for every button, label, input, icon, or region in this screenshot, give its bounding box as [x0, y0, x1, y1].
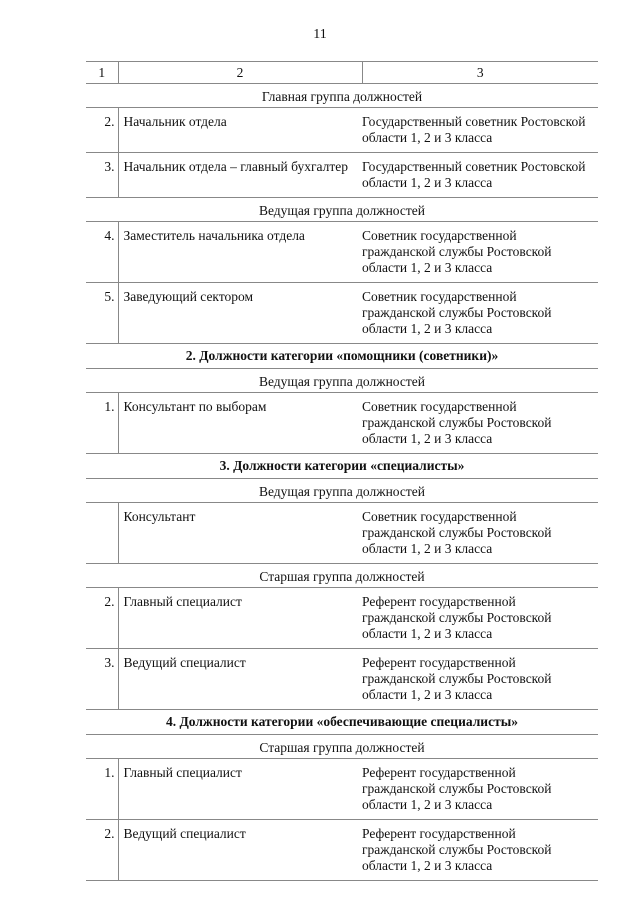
class-rank: Государственный советник Ростовской области 1, 2 и 3 класса	[362, 108, 598, 153]
group-heading-row	[86, 84, 598, 108]
group-heading: Ведущая группа должностей	[258, 483, 425, 499]
column-header-1: 1	[86, 62, 118, 84]
position-title: Начальник отдела	[118, 108, 362, 153]
row-number: 2.	[86, 588, 118, 649]
category-heading-row	[86, 710, 598, 735]
page-number: 11	[313, 27, 327, 42]
group-heading-row	[86, 564, 598, 588]
table-row	[86, 503, 598, 564]
row-number: 3.	[86, 153, 118, 198]
class-rank: Советник государственной гражданской службы Ростовской области 1, 2 и 3 класса	[362, 283, 598, 344]
table-row	[86, 222, 598, 283]
group-heading: Старшая группа должностей	[259, 568, 425, 584]
group-heading-row	[86, 735, 598, 759]
class-rank: Референт государственной гражданской службы Ростовской области 1, 2 и 3 класса	[362, 820, 598, 881]
row-number	[86, 503, 118, 564]
category-heading: 4. Должности категории «обеспечивающие специалисты»	[165, 714, 518, 729]
column-header-3: 3	[362, 62, 598, 84]
table-row	[86, 153, 598, 198]
group-heading: Главная группа должностей	[261, 88, 423, 104]
class-rank: Референт государственной гражданской службы Ростовской области 1, 2 и 3 класса	[362, 588, 598, 649]
group-heading: Ведущая группа должностей	[258, 373, 425, 389]
table-row	[86, 649, 598, 710]
class-rank: Референт государственной гражданской службы Ростовской области 1, 2 и 3 класса	[362, 759, 598, 820]
row-number: 4.	[86, 222, 118, 283]
table-header-row	[86, 62, 598, 84]
position-title: Ведущий специалист	[118, 820, 362, 881]
category-heading: 3. Должности категории «специалисты»	[219, 458, 465, 473]
row-number: 2.	[86, 108, 118, 153]
position-title: Начальник отдела – главный бухгалтер	[118, 153, 362, 198]
class-rank: Референт государственной гражданской службы Ростовской области 1, 2 и 3 класса	[362, 649, 598, 710]
position-title: Заместитель начальника отдела	[118, 222, 362, 283]
position-title: Главный специалист	[118, 759, 362, 820]
table-row	[86, 588, 598, 649]
row-number: 5.	[86, 283, 118, 344]
category-heading-row	[86, 454, 598, 479]
class-rank: Советник государственной гражданской службы Ростовской области 1, 2 и 3 класса	[362, 222, 598, 283]
category-heading: 2. Должности категории «помощники (советники)»	[185, 348, 499, 363]
position-title: Консультант по выборам	[118, 393, 362, 454]
row-number: 1.	[86, 759, 118, 820]
group-heading: Ведущая группа должностей	[258, 202, 425, 218]
table-row	[86, 759, 598, 820]
table-row	[86, 820, 598, 881]
table-row	[86, 108, 598, 153]
category-heading-row	[86, 344, 598, 369]
table-body	[86, 84, 598, 881]
row-number: 2.	[86, 820, 118, 881]
position-title: Заведующий сектором	[118, 283, 362, 344]
class-rank: Государственный советник Ростовской области 1, 2 и 3 класса	[362, 153, 598, 198]
column-header-2: 2	[118, 62, 362, 84]
row-number: 3.	[86, 649, 118, 710]
table-row	[86, 283, 598, 344]
position-title: Консультант	[118, 503, 362, 564]
position-title: Главный специалист	[118, 588, 362, 649]
group-heading-row	[86, 198, 598, 222]
class-rank: Советник государственной гражданской службы Ростовской области 1, 2 и 3 класса	[362, 393, 598, 454]
group-heading-row	[86, 369, 598, 393]
group-heading: Старшая группа должностей	[259, 739, 425, 755]
group-heading-row	[86, 479, 598, 503]
row-number: 1.	[86, 393, 118, 454]
positions-table	[86, 61, 598, 881]
class-rank: Советник государственной гражданской службы Ростовской области 1, 2 и 3 класса	[362, 503, 598, 564]
position-title: Ведущий специалист	[118, 649, 362, 710]
table-row	[86, 393, 598, 454]
